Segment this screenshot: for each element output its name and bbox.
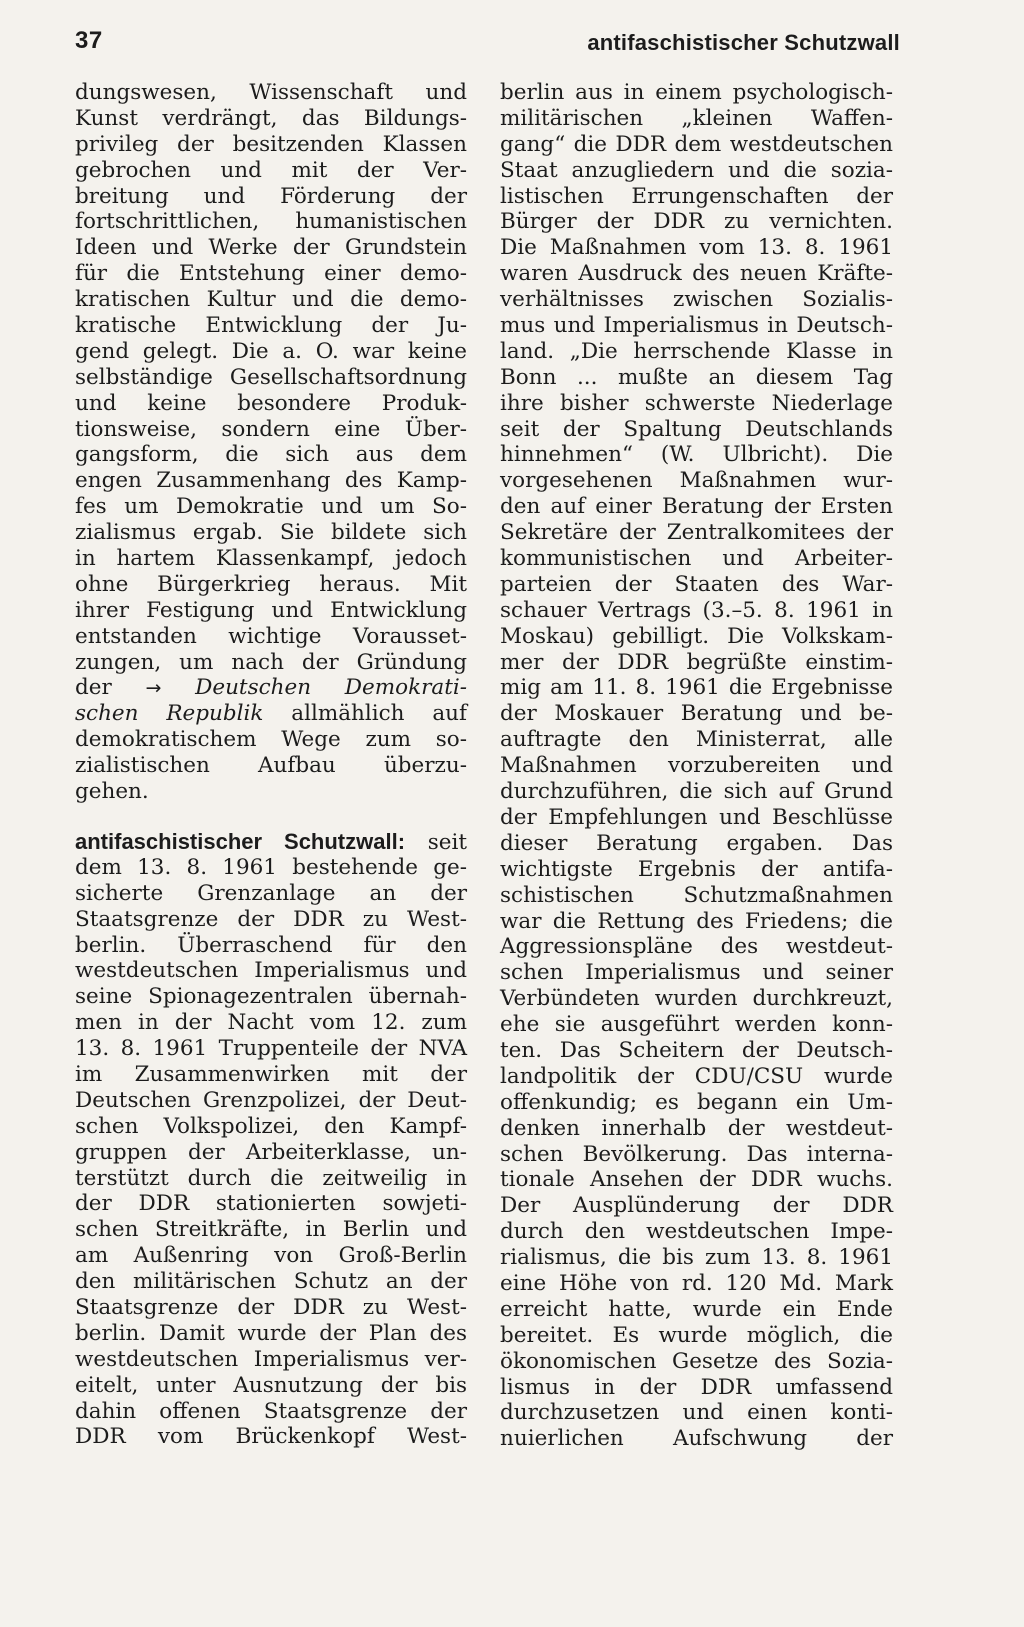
text-line: tionsweise, sondern eine Über- [75, 416, 467, 442]
text-line: ten. Das Scheitern der Deutsch- [500, 1037, 893, 1063]
text-line: rialismus, die bis zum 13. 8. 1961 [500, 1245, 893, 1271]
previous-entry-continuation [75, 80, 467, 675]
text-line: schen Imperialismus und seiner [500, 960, 893, 986]
text-line: für die Entstehung einer demo- [75, 261, 467, 287]
text-line: berlin aus in einem psychologisch- [500, 80, 893, 105]
text-line: Staatsgrenze der DDR zu West- [75, 906, 467, 932]
text-line: Kunst verdrängt, das Bildungs- [75, 105, 467, 131]
text-line: schen Streitkräfte, in Berlin und [75, 1217, 467, 1243]
running-title: antifaschistischer Schutzwall [587, 30, 900, 55]
page-number: 37 [75, 27, 103, 54]
text-line: der DDR stationierten sowjeti- [75, 1191, 467, 1217]
xref-prefix: der [75, 675, 112, 701]
text-line: gebrochen und mit der Ver- [75, 157, 467, 183]
text-line: ihrer Festigung und Entwicklung [75, 597, 467, 623]
text-line: listischen Errungenschaften der [500, 183, 893, 209]
text-line: dem 13. 8. 1961 bestehende ge- [75, 854, 467, 880]
text-line: men in der Nacht vom 12. zum [75, 1010, 467, 1036]
text-line: in hartem Klassenkampf, jedoch [75, 546, 467, 572]
text-line: im Zusammenwirken mit der [75, 1061, 467, 1087]
text-line: war die Rettung des Friedens; die [500, 908, 893, 934]
text-line: dieser Beratung ergaben. Das [500, 830, 893, 856]
text-line: ökonomischen Gesetze des Sozia- [500, 1348, 893, 1374]
text-line: denken innerhalb der westdeut- [500, 1115, 893, 1141]
text-line: zungen, um nach der Gründung [75, 649, 467, 675]
text-line: Moskau) gebilligt. Die Volkskam- [500, 623, 893, 649]
xref-line [75, 675, 467, 701]
text-line: gehen. [75, 779, 149, 805]
text-line: schen Volkspolizei, den Kampf- [75, 1113, 467, 1139]
text-line: gruppen der Arbeiterklasse, un- [75, 1139, 467, 1165]
text-line: eitelt, unter Ausnutzung der bis [75, 1372, 467, 1398]
text-line: engen Zusammenhang des Kamp- [75, 468, 467, 494]
text-line: westdeutschen Imperialismus ver- [75, 1346, 467, 1372]
text-line: auftragte den Ministerrat, alle [500, 727, 893, 753]
text-line: schauer Vertrags (3.–5. 8. 1961 in [500, 597, 893, 623]
text-line: dungswesen, Wissenschaft und [75, 80, 467, 105]
text-line: berlin. Überraschend für den [75, 932, 467, 958]
previous-entry-end [75, 727, 467, 805]
text-line: Die Maßnahmen vom 13. 8. 1961 [500, 235, 893, 261]
text-line: hinnehmen“ (W. Ulbricht). Die [500, 442, 893, 468]
text-line: fes um Demokratie und um So- [75, 494, 467, 520]
text-line: selbständige Gesellschaftsordnung [75, 364, 467, 390]
text-line: Sekretäre der Zentralkomitees der [500, 520, 893, 546]
text-line: seit der Spaltung Deutschlands [500, 416, 893, 442]
entry-body [75, 855, 467, 1450]
text-line: waren Ausdruck des neuen Kräfte- [500, 261, 893, 287]
text-line: den auf einer Beratung der Ersten [500, 494, 893, 520]
text-line: zialistischen Aufbau überzu- [75, 753, 467, 779]
text-line: berlin. Damit wurde der Plan des [75, 1320, 467, 1346]
text-line: DDR vom Brückenkopf West- [75, 1424, 467, 1450]
text-line: durch den westdeutschen Impe- [500, 1219, 893, 1245]
text-line: nuierlichen Aufschwung der [500, 1426, 893, 1452]
text-line: durchzusetzen und einen konti- [500, 1400, 893, 1426]
text-line: kratische Entwicklung der Ju- [75, 313, 467, 339]
text-line: gangsform, die sich aus dem [75, 442, 467, 468]
text-line: wichtigste Ergebnis der antifa- [500, 856, 893, 882]
text-line: zialismus ergab. Sie bildete sich [75, 520, 467, 546]
text-line: verhältnisses zwischen Sozialis- [500, 287, 893, 313]
text-line: westdeutschen Imperialismus und [75, 958, 467, 984]
text-line: parteien der Staaten des War- [500, 571, 893, 597]
text-line: den militärischen Schutz an der [75, 1269, 467, 1295]
text-line: privileg der besitzenden Klassen [75, 131, 467, 157]
text-line: Ideen und Werke der Grundstein [75, 235, 467, 261]
text-line: am Außenring von Groß-Berlin [75, 1243, 467, 1269]
xref-line-2 [75, 701, 467, 727]
text-line: Bürger der DDR zu vernichten. [500, 209, 893, 235]
entry-body-continued [500, 80, 893, 1452]
text-line: und keine besondere Produk- [75, 390, 467, 416]
text-line: bereitet. Es wurde möglich, die [500, 1322, 893, 1348]
text-line: lismus in der DDR umfassend [500, 1374, 893, 1400]
text-line: mer der DDR begrüßte einstim- [500, 649, 893, 675]
text-line: 13. 8. 1961 Truppenteile der NVA [75, 1036, 467, 1062]
text-line: land. „Die herrschende Klasse in [500, 338, 893, 364]
text-line: gang“ die DDR dem westdeutschen [500, 131, 893, 157]
text-line: dahin offenen Staatsgrenze der [75, 1398, 467, 1424]
text-line: kommunistischen und Arbeiter- [500, 546, 893, 572]
entry-headline [75, 829, 467, 855]
text-line: Staatsgrenze der DDR zu West- [75, 1294, 467, 1320]
text-line: durchzuführen, die sich auf Grund [500, 779, 893, 805]
text-line: Der Ausplünderung der DDR [500, 1193, 893, 1219]
text-line: erreicht hatte, wurde ein Ende [500, 1296, 893, 1322]
text-line: kratischen Kultur und die demo- [75, 287, 467, 313]
text-line: landpolitik der CDU/CSU wurde [500, 1063, 893, 1089]
text-line: breitung und Förderung der [75, 183, 467, 209]
text-line: mus und Imperialismus in Deutsch- [500, 313, 893, 339]
text-line: Staat anzugliedern und die sozia- [500, 157, 893, 183]
text-line: Aggressionspläne des westdeut- [500, 934, 893, 960]
text-line: tionale Ansehen der DDR wuchs. [500, 1167, 893, 1193]
text-line: Verbündeten wurden durchkreuzt, [500, 986, 893, 1012]
text-line: gend gelegt. Die a. O. war keine [75, 338, 467, 364]
text-line: mig am 11. 8. 1961 die Ergebnisse [500, 675, 893, 701]
text-line: entstanden wichtige Vorausset- [75, 623, 467, 649]
text-line: Bonn ... mußte an diesem Tag [500, 364, 893, 390]
arrow-icon: → [145, 677, 162, 700]
text-line: ihre bisher schwerste Niederlage [500, 390, 893, 416]
xref-rest: allmählich auf [263, 701, 467, 727]
left-column [75, 80, 467, 1450]
text-line: terstützt durch die zeitweilig in [75, 1165, 467, 1191]
text-line: demokratischem Wege zum so- [75, 727, 467, 753]
text-line: der Moskauer Beratung und be- [500, 701, 893, 727]
text-line: sicherte Grenzanlage an der [75, 880, 467, 906]
text-line: Deutschen Grenzpolizei, der Deut- [75, 1087, 467, 1113]
text-line: schen Bevölkerung. Das interna- [500, 1141, 893, 1167]
cross-reference-cont: schen Republik [75, 701, 264, 727]
cross-reference: Deutschen Demokrati- [195, 675, 467, 701]
text-line: der Empfehlungen und Beschlüsse [500, 804, 893, 830]
text-line: eine Höhe von rd. 120 Md. Mark [500, 1270, 893, 1296]
right-column [500, 80, 893, 1452]
entry-term: antifaschistischer Schutzwall: [75, 828, 406, 854]
entry-first-text: seit [427, 829, 467, 855]
text-line: ohne Bürgerkrieg heraus. Mit [75, 571, 467, 597]
text-line: ehe sie ausgeführt werden konn- [500, 1012, 893, 1038]
text-line: schistischen Schutzmaßnahmen [500, 882, 893, 908]
text-line: fortschrittlichen, humanistischen [75, 209, 467, 235]
text-line: offenkundig; es begann ein Um- [500, 1089, 893, 1115]
text-line: militärischen „kleinen Waffen- [500, 105, 893, 131]
text-line: seine Spionagezentralen übernah- [75, 984, 467, 1010]
text-line: Maßnahmen vorzubereiten und [500, 753, 893, 779]
text-line: vorgesehenen Maßnahmen wur- [500, 468, 893, 494]
